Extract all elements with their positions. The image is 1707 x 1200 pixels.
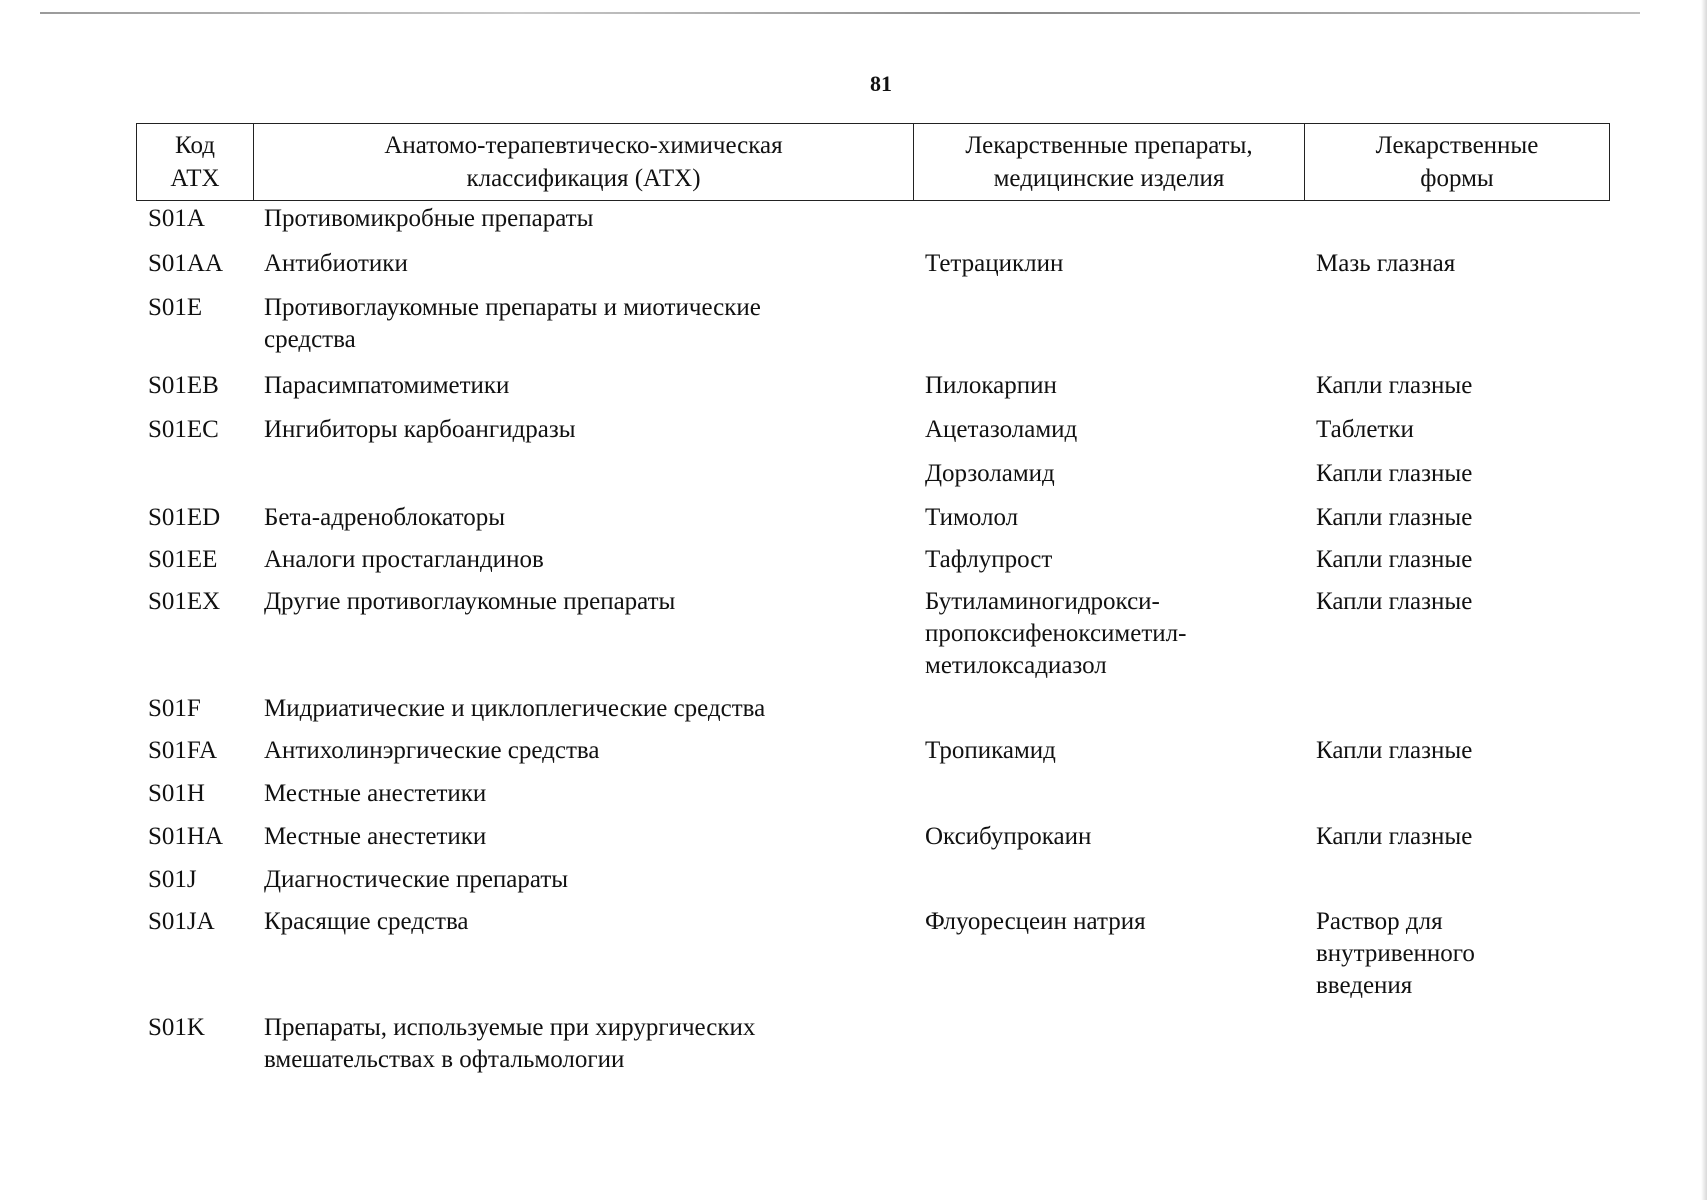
row-form: Капли глазные <box>1316 823 1473 850</box>
row-form: введения <box>1316 972 1413 999</box>
row-form: Капли глазные <box>1316 504 1473 531</box>
row-atx-name: Местные анестетики <box>264 823 487 850</box>
row-code: S01H <box>148 780 205 807</box>
row-atx-name: средства <box>264 326 356 353</box>
row-atx-name: Антихолинэргические средства <box>264 737 600 764</box>
row-atx-name: Диагностические препараты <box>264 866 569 893</box>
row-form: Мазь глазная <box>1316 250 1456 277</box>
row-drug: Флуоресцеин натрия <box>925 908 1146 935</box>
row-code: S01EE <box>148 546 218 573</box>
row-code: S01EB <box>148 372 219 399</box>
row-drug: Тропикамид <box>925 737 1056 764</box>
row-code: S01EX <box>148 588 221 615</box>
row-drug: Тетрациклин <box>925 250 1064 277</box>
row-drug: Дорзоламид <box>925 460 1055 487</box>
header-drugs-line2: медицинские изделия <box>993 165 1225 192</box>
row-drug: Оксибупрокаин <box>925 823 1092 850</box>
row-code: S01JA <box>148 908 215 935</box>
row-atx-name: Препараты, используемые при хирургических <box>264 1014 756 1041</box>
row-code: S01A <box>148 205 205 232</box>
row-atx-name: Бета-адреноблокаторы <box>264 504 506 531</box>
row-drug: Ацетазоламид <box>925 416 1078 443</box>
row-atx-name: Аналоги простагландинов <box>264 546 544 573</box>
header-forms-line1: Лекарственные <box>1375 132 1539 159</box>
row-atx-name: Местные анестетики <box>264 780 487 807</box>
header-atx-line2: классификация (АТХ) <box>466 165 701 192</box>
row-atx-name: Парасимпатомиметики <box>264 372 510 399</box>
header-forms-line2: формы <box>1420 165 1494 192</box>
row-code: S01AA <box>148 250 224 277</box>
header-code-line2: АТХ <box>170 165 220 192</box>
row-code: S01EC <box>148 416 219 443</box>
row-code: S01F <box>148 695 201 722</box>
row-code: S01E <box>148 294 203 321</box>
row-atx-name: Ингибиторы карбоангидразы <box>264 416 576 443</box>
row-form: Капли глазные <box>1316 460 1473 487</box>
row-atx-name: Красящие средства <box>264 908 469 935</box>
row-code: S01HA <box>148 823 224 850</box>
row-form: Таблетки <box>1316 416 1414 443</box>
row-drug: Тафлупрост <box>925 546 1053 573</box>
header-drugs-line1: Лекарственные препараты, <box>965 132 1253 159</box>
row-atx-name: Противомикробные препараты <box>264 205 594 232</box>
row-atx-name: Противоглаукомные препараты и миотические <box>264 294 761 321</box>
row-atx-name: Мидриатические и циклоплегические средства <box>264 695 766 722</box>
row-form: внутривенного <box>1316 940 1475 967</box>
row-drug: Бутиламиногидрокси- <box>925 588 1160 615</box>
row-code: S01FA <box>148 737 218 764</box>
row-code: S01K <box>148 1014 205 1041</box>
row-atx-name: вмешательствах в офтальмологии <box>264 1046 625 1073</box>
row-atx-name: Антибиотики <box>264 250 408 277</box>
row-code: S01J <box>148 866 197 893</box>
row-drug: метилоксадиазол <box>925 652 1107 679</box>
row-atx-name: Другие противоглаукомные препараты <box>264 588 676 615</box>
header-code-line1: Код <box>175 132 215 159</box>
header-atx-line1: Анатомо-терапевтическо-химическая <box>384 132 783 159</box>
row-drug: Тимолол <box>925 504 1019 531</box>
row-form: Капли глазные <box>1316 546 1473 573</box>
row-form: Капли глазные <box>1316 588 1473 615</box>
row-drug: Пилокарпин <box>925 372 1057 399</box>
page-number: 81 <box>870 71 892 96</box>
row-drug: пропоксифеноксиметил- <box>925 620 1187 647</box>
row-form: Раствор для <box>1316 908 1443 935</box>
row-form: Капли глазные <box>1316 737 1473 764</box>
row-form: Капли глазные <box>1316 372 1473 399</box>
row-code: S01ED <box>148 504 221 531</box>
